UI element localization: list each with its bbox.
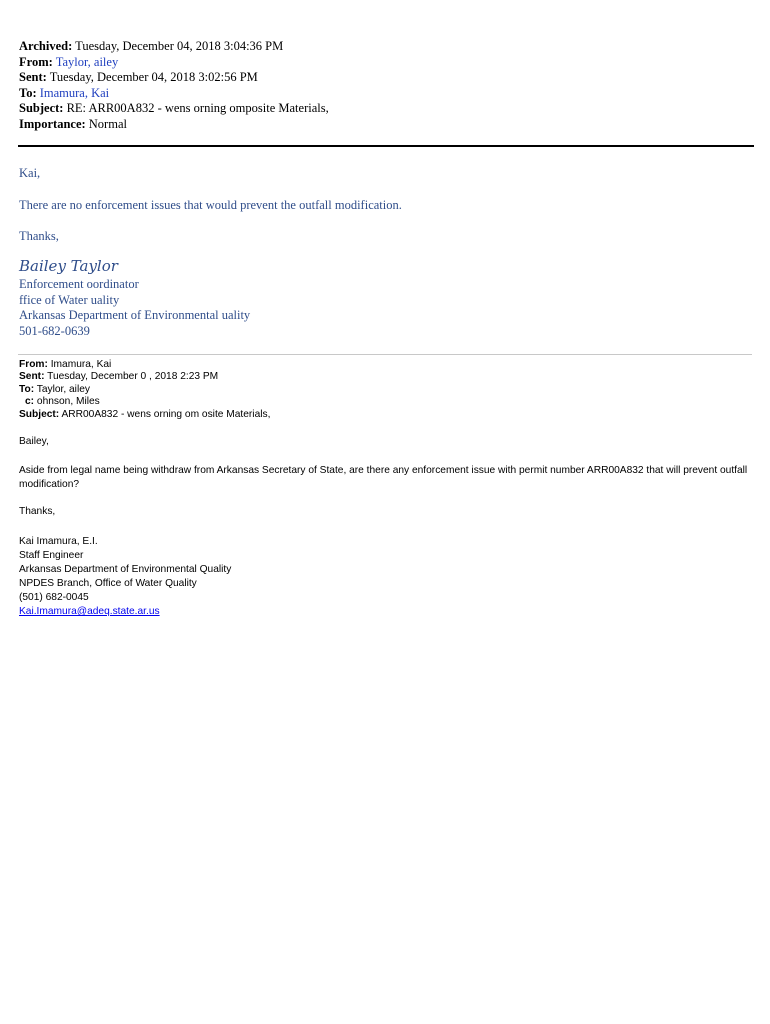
orig-signature — [19, 535, 231, 619]
orig-subject-row — [19, 409, 270, 421]
orig-subject-value: ARR00A832 - wens orning om osite Materials, — [61, 408, 271, 420]
message-divider — [18, 354, 752, 355]
original-message — [19, 359, 748, 617]
importance-row — [19, 117, 329, 133]
to-label: To: — [19, 85, 37, 100]
original-meta — [19, 359, 270, 421]
orig-to-row — [19, 384, 270, 396]
orig-question: Aside from legal name being withdraw from Arkansas Secretary of State, are there any enforcement issue with permit number ARR00A832 that will prevent outfall modification? — [19, 465, 748, 490]
sent-label: Sent: — [19, 70, 47, 85]
orig-email-link[interactable]: Kai.Imamura@adeq.state.ar.us — [19, 606, 160, 617]
importance-value: Normal — [88, 116, 127, 131]
orig-to-label: To: — [19, 383, 35, 395]
subject-row — [19, 101, 329, 117]
orig-cc-row — [19, 396, 270, 408]
signature-office: ffice of Water uality — [19, 292, 120, 307]
to-row — [19, 86, 329, 102]
orig-sig-name: Kai Imamura, E.I. — [19, 536, 98, 547]
orig-closing: Thanks, — [19, 506, 56, 517]
orig-sig-department: Arkansas Department of Environmental Quality — [19, 564, 232, 575]
signature-title: Enforcement oordinator — [19, 277, 139, 291]
from-row — [19, 55, 329, 71]
from-label: From: — [19, 54, 53, 69]
sent-row — [19, 70, 329, 86]
archived-header — [19, 39, 329, 133]
sent-value: Tuesday, December 04, 2018 3:02:56 PM — [49, 70, 258, 85]
signature-name: Bailey Taylor — [19, 257, 118, 275]
subject-value: RE: ARR00A832 - wens orning omposite Materials, — [66, 101, 329, 116]
signature-phone: 501-682-0639 — [19, 323, 90, 338]
orig-from-value: Imamura, Kai — [50, 359, 112, 370]
orig-from-label: From: — [19, 359, 48, 370]
orig-subject-label: Subject: — [19, 408, 60, 420]
header-divider — [18, 145, 754, 147]
orig-sent-label: Sent: — [19, 371, 45, 383]
to-value[interactable]: Imamura, Kai — [39, 85, 110, 100]
orig-sig-branch: NPDES Branch, Office of Water Quality — [19, 578, 197, 589]
orig-cc-label: c: — [25, 396, 35, 408]
orig-to-value: Taylor, ailey — [36, 383, 90, 395]
orig-sent-value: Tuesday, December 0 , 2018 2:23 PM — [47, 371, 219, 383]
reply-closing: Thanks, — [19, 229, 59, 243]
reply-text: There are no enforcement issues that would prevent the outfall modification. — [19, 198, 402, 212]
orig-from-row — [19, 359, 270, 371]
importance-label: Importance: — [19, 116, 86, 131]
reply-greeting: Kai, — [19, 166, 41, 180]
orig-sig-phone: (501) 682-0045 — [19, 592, 89, 603]
from-value[interactable]: Taylor, ailey — [55, 54, 119, 69]
archived-row — [19, 39, 329, 55]
archived-label: Archived: — [19, 39, 73, 53]
orig-cc-value: ohnson, Miles — [36, 396, 100, 408]
subject-label: Subject: — [19, 101, 64, 116]
reply-signature — [19, 277, 250, 339]
orig-greeting: Bailey, — [19, 436, 49, 447]
orig-sig-title: Staff Engineer — [19, 550, 84, 561]
orig-sent-row — [19, 371, 270, 383]
signature-department: Arkansas Department of Environmental uality — [19, 308, 251, 323]
archived-value: Tuesday, December 04, 2018 3:04:36 PM — [75, 39, 284, 53]
